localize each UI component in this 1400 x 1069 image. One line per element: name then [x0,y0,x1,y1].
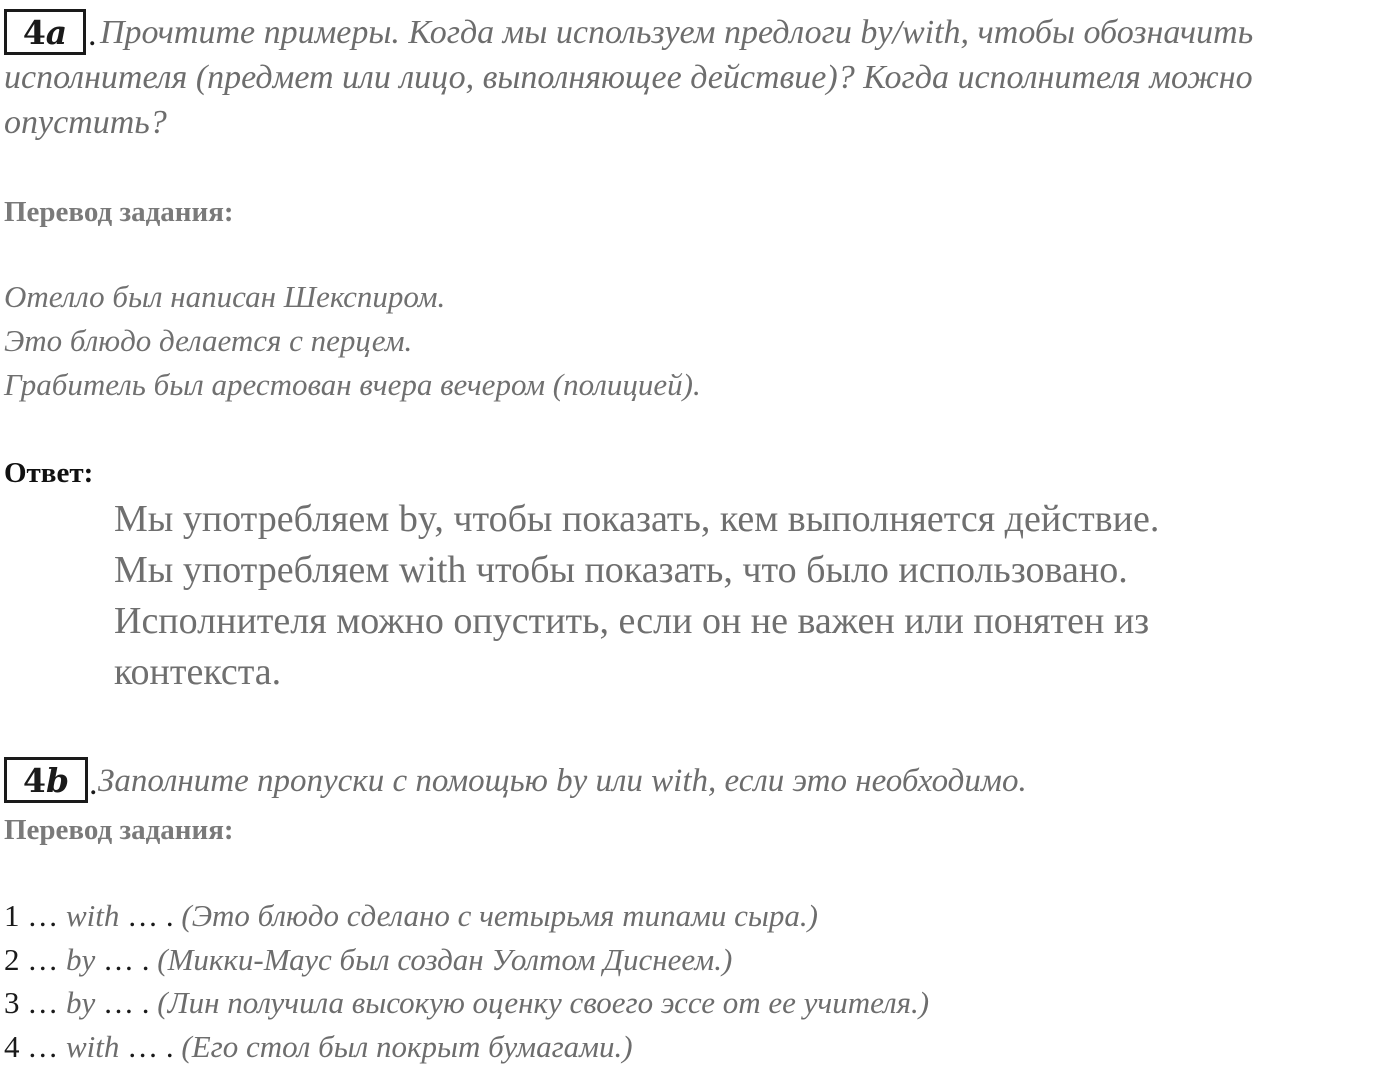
item-number: 3 [4,985,20,1020]
exercise-4a-badge [4,9,86,55]
item-translation: (Микки-Маус был создан Уолтом Диснеем.) [157,942,733,977]
fill-item-4 [4,1025,633,1069]
item-answer-word: by [66,985,96,1020]
item-answer-word: with [66,1029,120,1064]
exercise-4b-badge [4,757,88,803]
item-number: 4 [4,1029,20,1064]
exercise-4b-dot: . [89,765,98,802]
exercise-4a-task-line-2: исполнителя (предмет или лицо, выполняющее действие)? Когда исполнителя можно [4,59,1253,96]
exercise-letter: a [45,12,68,52]
item-tail: … . [95,942,158,977]
item-tail: … . [119,1029,182,1064]
exercise-4b-task: Заполните пропуски с помощью by или with, если это необходимо. [98,763,1027,799]
answer-line-4: контекста. [114,651,282,693]
exercise-letter: b [45,760,70,800]
item-tail: … . [95,985,158,1020]
answer-heading: Ответ: [4,457,94,489]
exercise-number: 4 [22,12,46,52]
item-lead: … [19,1029,66,1064]
exercise-4b-translation-heading: Перевод задания: [4,814,234,846]
item-tail: … . [119,898,182,933]
item-answer-word: with [66,898,120,933]
example-line-2: Это блюдо делается с перцем. [4,323,413,358]
fill-item-2 [4,938,732,982]
exercise-4a-translation-heading: Перевод задания: [4,196,234,228]
exercise-4a-dot: . [88,16,97,53]
answer-line-1: Мы употребляем by, чтобы показать, кем выполняется действие. [114,498,1160,540]
exercise-4a-task-line-1: Прочтите примеры. Когда мы используем предлоги by/with, чтобы обозначить [100,14,1254,51]
item-lead: … [19,985,66,1020]
item-number: 2 [4,942,20,977]
answer-line-3: Исполнителя можно опустить, если он не важен или понятен из [114,600,1150,642]
item-answer-word: by [66,942,96,977]
item-number: 1 [4,898,20,933]
fill-item-3 [4,981,929,1025]
example-line-1: Отелло был написан Шекспиром. [4,279,446,314]
item-translation: (Это блюдо сделано с четырьмя типами сыра.) [181,898,818,933]
answer-line-2: Мы употребляем with чтобы показать, что было использовано. [114,549,1128,591]
item-lead: … [19,898,66,933]
fill-item-1 [4,894,818,938]
exercise-number: 4 [22,760,46,800]
item-translation: (Его стол был покрыт бумагами.) [181,1029,633,1064]
item-lead: … [19,942,66,977]
exercise-4a-task-line-3: опустить? [4,104,167,141]
example-line-3: Грабитель был арестован вчера вечером (полицией). [4,367,701,402]
item-translation: (Лин получила высокую оценку своего эссе от ее учителя.) [157,985,930,1020]
